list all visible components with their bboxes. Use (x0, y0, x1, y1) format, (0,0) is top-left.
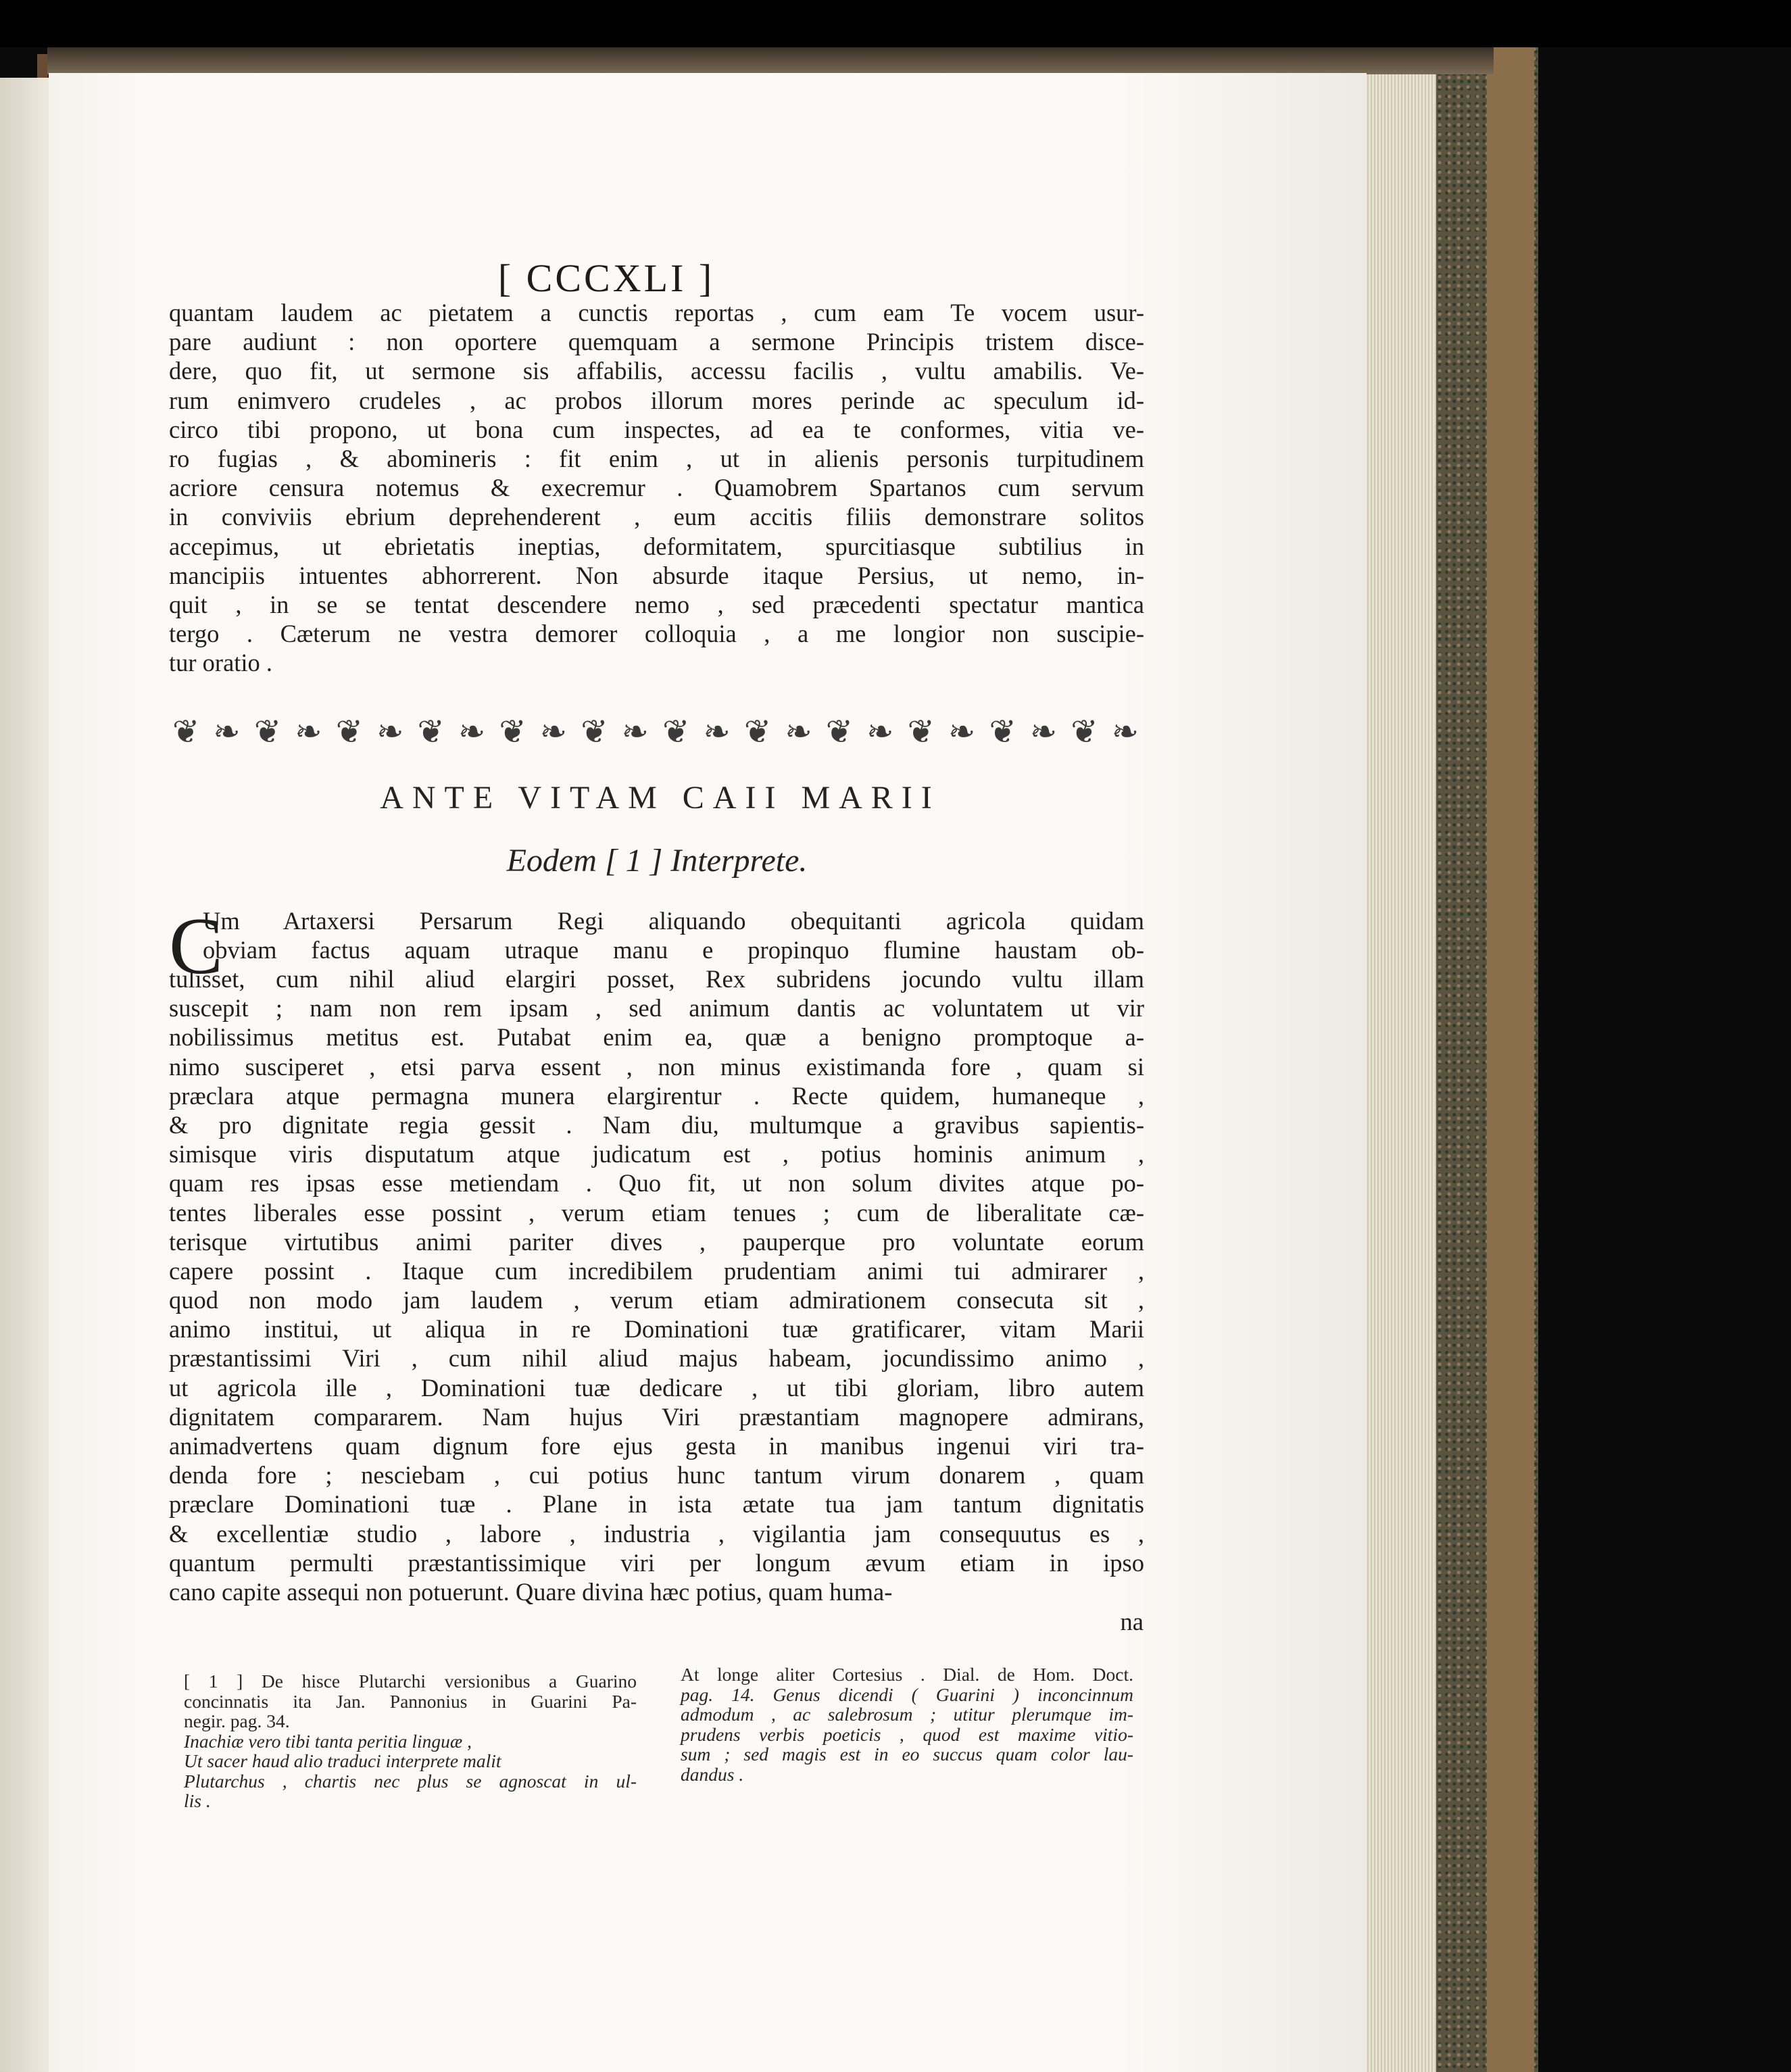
paragraph-main-line: & pro dignitate regia gessit . Nam diu, multumque a gravibus sapientis- (169, 1110, 1144, 1139)
footnote-line: sum ; sed magis est in eo succus quam color lau- (681, 1744, 1133, 1765)
section-title: ANTE VITAM CAII MARII (380, 780, 941, 816)
fleuron-icon: ❧ (1111, 713, 1139, 751)
paragraph-main-line: Um Artaxersi Persarum Regi aliquando obequitanti agricola quidam (203, 907, 1144, 935)
paragraph-main-line: præclare Dominationi tuæ . Plane in ista ætate tua jam tantum dignitatis (169, 1490, 1144, 1519)
footnote-line: [ 1 ] De hisce Plutarchi versionibus a Guarino (184, 1671, 637, 1692)
paragraph-main-line: tentes liberales esse possint , verum etiam tenues ; cum de liberalitate cæ- (169, 1198, 1144, 1227)
fleuron-icon: ❦ (825, 713, 853, 751)
footnote-left (184, 1671, 637, 1811)
page (49, 73, 1367, 2072)
fleuron-icon: ❧ (295, 713, 322, 751)
paragraph-top-line: tergo . Cæterum ne vestra demorer colloquia , a me longior non suscipie- (169, 620, 1144, 648)
footnote-line: Ut sacer haud alio traduci interprete malit (184, 1750, 501, 1771)
paragraph-top-line: mancipiis intuentes abhorrerent. Non absurde itaque Persius, ut nemo, in- (169, 561, 1144, 589)
footnote-line: Inachiæ vero tibi tanta peritia linguæ , (184, 1730, 472, 1752)
catchword (1042, 1607, 1144, 1636)
paragraph-main-line: capere possint . Itaque cum incredibilem prudentiam animi tui admirarer , (169, 1256, 1144, 1285)
left-page-strip (0, 78, 54, 2072)
paragraph-main-line: præstantissimi Viri , cum nihil aliud majus habeam, jocundissimo animo , (169, 1344, 1144, 1373)
fleuron-icon: ❧ (785, 713, 812, 751)
catchword-text: na (1120, 1608, 1144, 1635)
fleuron-icon: ❧ (213, 713, 241, 751)
footnote-line: negir. pag. 34. (184, 1710, 290, 1731)
footnote-line: At longe aliter Cortesius . Dial. de Hom. Doct. (681, 1664, 1133, 1685)
paragraph-main-line: ut agricola ille , Dominationi tuæ dedicare , ut tibi gloriam, libro autem (169, 1373, 1144, 1402)
footnote-line: Plutarchus , chartis nec plus se agnoscat in ul- (184, 1770, 637, 1792)
paragraph-top-line: circo tibi propono, ut bona cum inspectes, ad ea te conformes, vitia ve- (169, 415, 1144, 443)
fleuron-icon: ❧ (539, 713, 568, 751)
top-binding-rim (47, 47, 1494, 74)
page-stack-edges (1355, 68, 1436, 2072)
fleuron-icon: ❦ (662, 713, 690, 751)
paragraph-main-line: tulisset, cum nihil aliud elargiri posset, Rex subridens jocundo vultu illam (169, 965, 1144, 993)
footnote-line: admodum , ac salebrosum ; utitur plerumque im- (681, 1704, 1133, 1725)
fleuron-icon: ❧ (866, 713, 894, 751)
footnote-right (681, 1664, 1133, 1784)
fleuron-icon: ❦ (743, 713, 772, 751)
paragraph-top-line: pare audiunt : non oportere quemquam a sermone Principis tristem disce- (169, 328, 1144, 356)
fleuron-icon: ❦ (417, 713, 445, 751)
paragraph-top-line: dere, quo fit, ut sermone sis affabilis, accessu facilis , vultu amabilis. Ve- (169, 357, 1144, 385)
paragraph-top-line: rum enimvero crudeles , ac probos illorum mores perinde ac speculum id- (169, 386, 1144, 414)
paragraph-top-line: accepimus, ut ebrietatis ineptias, deformitatem, spurcitiasque subtilius in (169, 532, 1144, 560)
section-subtitle: Eodem [ 1 ] Interprete. (506, 843, 808, 879)
fleuron-icon: ❦ (907, 713, 935, 751)
ornament-band (172, 712, 1139, 752)
book-cover-edge (1487, 47, 1534, 2072)
paragraph-main-line: terisque virtutibus animi pariter dives , pauperque pro voluntate eorum (169, 1227, 1144, 1256)
paragraph-main-line: simisque viris disputatum atque judicatum est , potius hominis animum , (169, 1140, 1144, 1168)
fleuron-icon: ❧ (621, 713, 649, 751)
paragraph-main-line: obviam factus aquam utraque manu e propinquo flumine haustam ob- (203, 936, 1144, 964)
paragraph-main-line: nimo susciperet , etsi parva essent , non minus existimanda fore , quam si (169, 1052, 1144, 1081)
drop-cap: C (169, 901, 224, 991)
footnote-line: dandus . (681, 1763, 744, 1785)
paragraph-main-line: quantum permulti præstantissimique viri per longum ævum etiam in ipso (169, 1548, 1144, 1577)
fleuron-icon: ❦ (989, 713, 1016, 751)
fleuron-icon: ❦ (172, 713, 200, 751)
footnote-line: lis . (184, 1790, 211, 1811)
fleuron-icon: ❧ (458, 713, 486, 751)
paragraph-main-line: quam res ipsas esse metiendam . Quo fit, ut non solum divites atque po- (169, 1169, 1144, 1198)
paragraph-top-line: in conviviis ebrium deprehenderent , eum accitis filiis demonstrare solitos (169, 503, 1144, 531)
paragraph-top-line: acriore censura notemus & execremur . Quamobrem Spartanos cum servum (169, 474, 1144, 502)
paragraph-top-line: ro fugias , & abomineris : fit enim , ut in alienis personis turpitudinem (169, 444, 1144, 472)
paragraph-top (169, 298, 1144, 677)
paragraph-top-line: tur oratio . (169, 649, 273, 677)
paragraph-main-line: & excellentiæ studio , labore , industria , vigilantia jam consequutus es , (169, 1519, 1144, 1548)
fleuron-icon: ❧ (1029, 713, 1058, 751)
paragraph-main-line: cano capite assequi non potuerunt. Quare divina hæc potius, quam huma- (169, 1577, 893, 1606)
paragraph-main-opening (203, 906, 1144, 964)
paragraph-main-line: dignitatem compararem. Nam hujus Viri præstantiam magnopere admirans, (169, 1402, 1144, 1431)
paragraph-main (169, 964, 1144, 1606)
fleuron-icon: ❧ (948, 713, 976, 751)
fleuron-icon: ❦ (253, 713, 282, 751)
fleuron-icon: ❦ (581, 713, 608, 751)
paragraph-top-line: quantam laudem ac pietatem a cunctis reportas , cum eam Te vocem usur- (169, 299, 1144, 326)
paragraph-main-line: præclara atque permagna munera elargirentur . Recte quidem, humaneque , (169, 1081, 1144, 1110)
fleuron-icon: ❧ (376, 713, 404, 751)
fleuron-icon: ❦ (1071, 713, 1098, 751)
footnote-line: prudens verbis poeticis , quod est maxime vitio- (681, 1723, 1133, 1745)
page-number-header: [ CCCXLI ] (497, 256, 715, 300)
footnote-line: pag. 14. Genus dicendi ( Guarini ) inconcinnum (681, 1683, 1133, 1705)
paragraph-top-line: quit , in se se tentat descendere nemo , sed præcedenti spectatur mantica (169, 590, 1144, 618)
fleuron-icon: ❧ (703, 713, 731, 751)
paragraph-main-line: suscepit ; nam non rem ipsam , sed animum dantis ac voluntatem ut vir (169, 994, 1144, 1022)
footnote-line: concinnatis ita Jan. Pannonius in Guarini Pa- (184, 1690, 637, 1712)
paragraph-main-line: quod non modo jam laudem , verum etiam admirationem consecuta sit , (169, 1286, 1144, 1314)
paragraph-main-line: nobilissimus metitus est. Putabat enim ea, quæ a benigno promptoque a- (169, 1023, 1144, 1052)
paragraph-main-line: denda fore ; nesciebam , cui potius hunc tantum virum donarem , quam (169, 1461, 1144, 1489)
background-top (0, 0, 1791, 47)
paragraph-main-line: animadvertens quam dignum fore ejus gesta in manibus ingenui viri tra- (169, 1432, 1144, 1460)
fleuron-icon: ❦ (335, 713, 363, 751)
fleuron-icon: ❦ (499, 713, 526, 751)
paragraph-main-line: animo institui, ut aliqua in re Dominationi tuæ gratificarer, vitam Marii (169, 1315, 1144, 1343)
